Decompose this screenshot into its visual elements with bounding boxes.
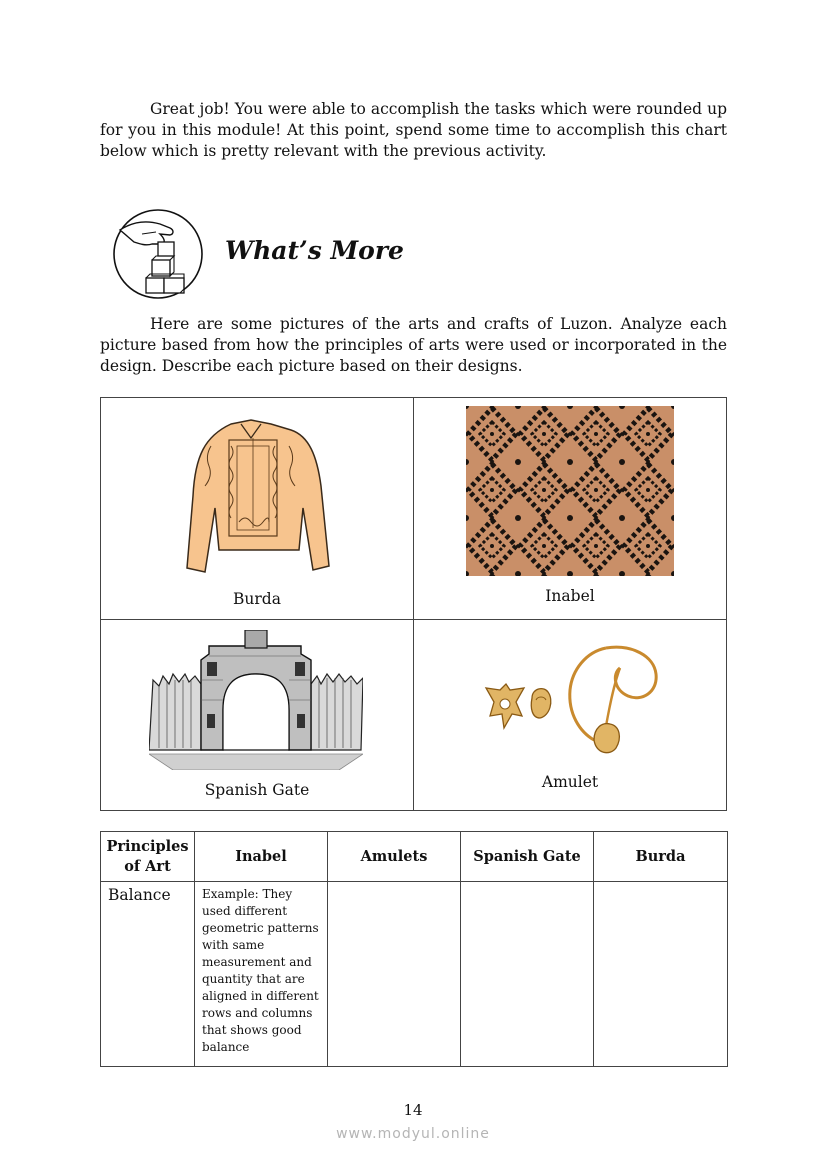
chart-header: Spanish Gate bbox=[461, 832, 594, 882]
page-number: 14 bbox=[403, 1101, 423, 1119]
chart-header: Amulets bbox=[328, 832, 461, 882]
picture-caption: Spanish Gate bbox=[204, 781, 310, 799]
description-paragraph: Here are some pictures of the arts and crafts of Luzon. Analyze each picture based from how the principles of arts were used or incorporated in the design. Describe each picture based on their designs. bbox=[100, 315, 727, 375]
embroidered-shirt-image bbox=[179, 416, 339, 580]
answer-cell-spanish-gate[interactable] bbox=[461, 882, 594, 1067]
chart-header: Inabel bbox=[195, 832, 328, 882]
principles-chart bbox=[100, 831, 728, 1067]
chart-header-row bbox=[101, 832, 728, 882]
chart-header: Principles of Art bbox=[101, 832, 195, 882]
picture-caption: Inabel bbox=[545, 587, 595, 605]
pictures-grid bbox=[100, 397, 727, 811]
row-label: Balance bbox=[101, 882, 195, 1067]
chart-row bbox=[101, 882, 728, 1067]
woven-textile-image bbox=[466, 406, 674, 580]
watermark: www.modyul.online bbox=[336, 1126, 490, 1142]
picture-cell-amulet bbox=[414, 620, 727, 811]
answer-cell-burda[interactable] bbox=[594, 882, 728, 1067]
picture-cell-spanish-gate bbox=[101, 620, 414, 811]
picture-caption: Burda bbox=[233, 590, 281, 608]
picture-cell-burda bbox=[101, 398, 414, 620]
intro-paragraph: Great job! You were able to accomplish the tasks which were rounded up for you in this module! At this point, spend some time to accomplish this chart below which is pretty relevant with the previous activity. bbox=[100, 100, 727, 160]
stone-gate-image bbox=[149, 630, 363, 774]
picture-cell-inabel bbox=[414, 398, 727, 620]
example-cell: Example: They used different geometric patterns with same measurement and quantity that are aligned in different rows and columns that shows good balance bbox=[195, 882, 328, 1067]
picture-caption: Amulet bbox=[541, 773, 599, 791]
gold-amulet-image bbox=[482, 640, 662, 764]
hand-stacking-blocks-icon bbox=[112, 208, 204, 300]
answer-cell-amulets[interactable] bbox=[328, 882, 461, 1067]
section-title: What’s More bbox=[225, 236, 404, 265]
chart-header: Burda bbox=[594, 832, 728, 882]
